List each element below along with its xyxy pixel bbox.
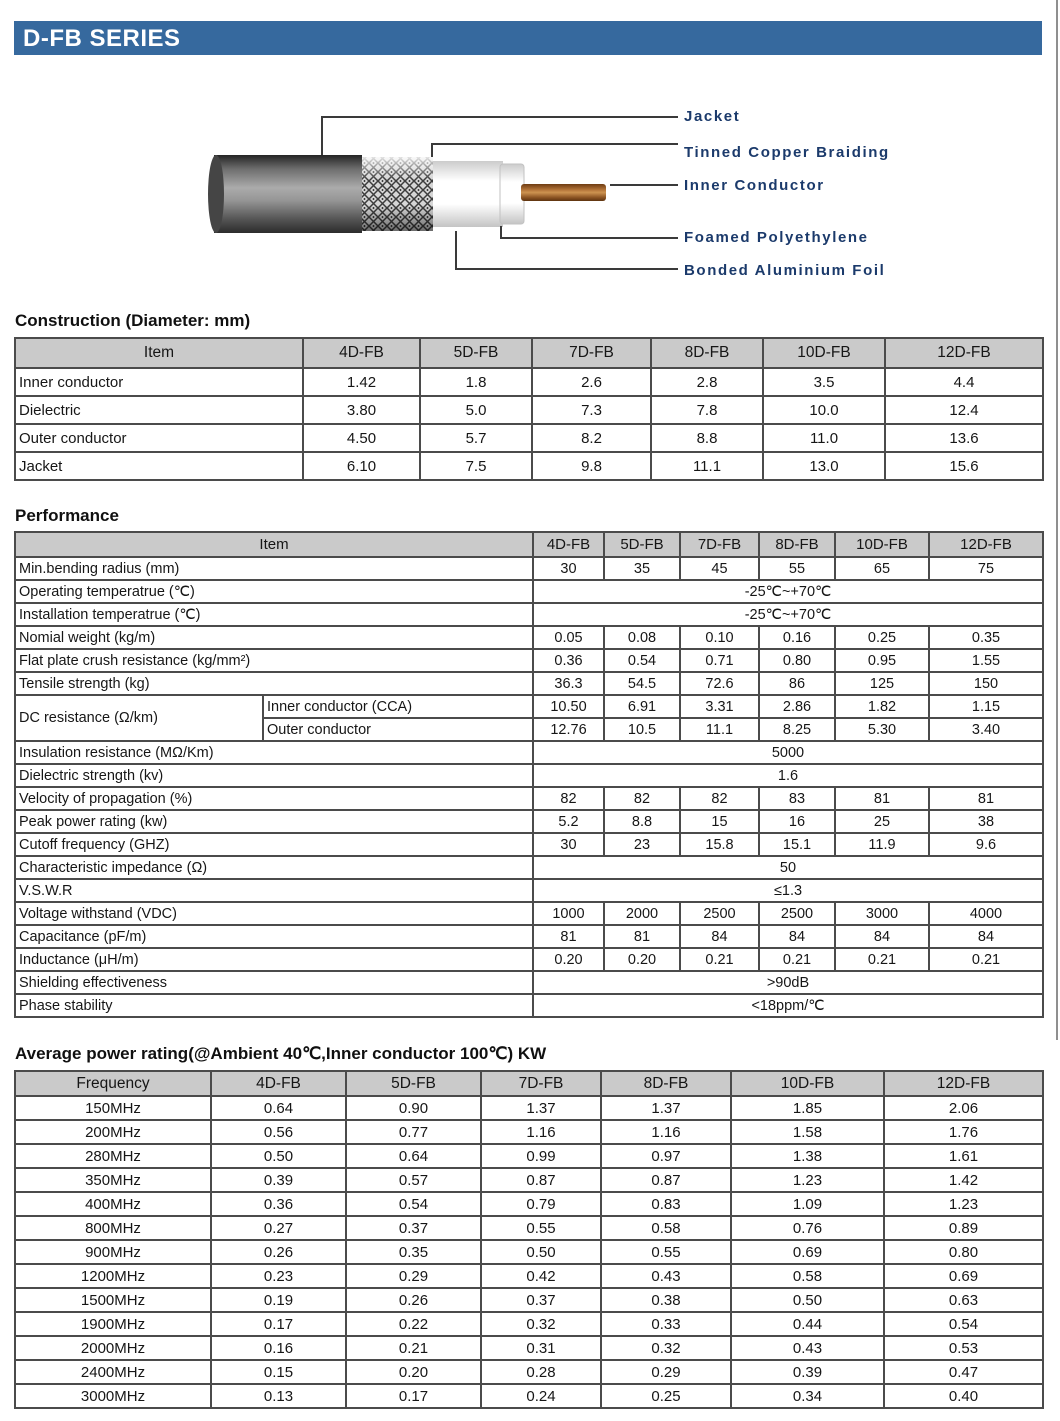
value-cell: 7.5 [420,452,532,480]
value-cell: 0.69 [884,1264,1043,1288]
value-cell: 23 [604,833,680,856]
performance-table [14,531,1044,1018]
value-cell: 13.6 [885,424,1043,452]
value-cell: 0.57 [346,1168,481,1192]
value-cell: 0.21 [346,1336,481,1360]
table-row [15,1288,1043,1312]
table-row [15,396,1043,424]
item-cell: 1500MHz [15,1288,211,1312]
value-cell: 2.8 [651,368,763,396]
value-cell: 7.3 [532,396,651,424]
value-cell: 0.39 [731,1360,884,1384]
value-cell: 75 [929,557,1043,580]
table-row [15,1192,1043,1216]
value-cell: 0.44 [731,1312,884,1336]
value-cell: 35 [604,557,680,580]
value-cell: 0.05 [533,626,604,649]
value-cell: 0.38 [601,1288,731,1312]
item-cell: 800MHz [15,1216,211,1240]
power-rating-table [14,1070,1044,1409]
value-cell: 65 [835,557,929,580]
value-cell: 0.54 [604,649,680,672]
value-cell: 0.90 [346,1096,481,1120]
column-header: 8D-FB [759,532,835,557]
table-row [15,994,1043,1017]
table-row [15,1120,1043,1144]
sub-item-cell: Outer conductor [263,718,533,741]
value-cell: 2500 [759,902,835,925]
value-cell: 81 [835,787,929,810]
value-cell: 16 [759,810,835,833]
span-value-cell: 1.6 [533,764,1043,787]
table-row [15,764,1043,787]
span-value-cell: <18ppm/℃ [533,994,1043,1017]
item-cell: 2400MHz [15,1360,211,1384]
table-row [15,1264,1043,1288]
item-cell: Jacket [15,452,303,480]
column-header: 5D-FB [346,1071,481,1096]
value-cell: 0.87 [601,1168,731,1192]
item-cell: Voltage withstand (VDC) [15,902,533,925]
label-foamed-polyethylene: Foamed Polyethylene [684,229,869,246]
value-cell: 0.16 [759,626,835,649]
value-cell: 0.40 [884,1384,1043,1408]
table-row [15,1336,1043,1360]
value-cell: 8.8 [604,810,680,833]
column-header: 4D-FB [211,1071,346,1096]
value-cell: 11.0 [763,424,885,452]
label-bonded-aluminium-foil: Bonded Aluminium Foil [684,262,886,279]
value-cell: 0.19 [211,1288,346,1312]
value-cell: 11.1 [680,718,759,741]
value-cell: 0.15 [211,1360,346,1384]
value-cell: 0.83 [601,1192,731,1216]
table-row [15,557,1043,580]
value-cell: 1.76 [884,1120,1043,1144]
value-cell: 0.54 [884,1312,1043,1336]
table-row [15,925,1043,948]
item-cell: Nomial weight (kg/m) [15,626,533,649]
table-row [15,971,1043,994]
value-cell: 0.10 [680,626,759,649]
value-cell: 0.23 [211,1264,346,1288]
item-cell: Insulation resistance (MΩ/Km) [15,741,533,764]
value-cell: 1.16 [481,1120,601,1144]
value-cell: 82 [680,787,759,810]
value-cell: 0.58 [731,1264,884,1288]
value-cell: 0.20 [346,1360,481,1384]
value-cell: 30 [533,833,604,856]
value-cell: 0.21 [759,948,835,971]
item-cell: Velocity of propagation (%) [15,787,533,810]
value-cell: 1.61 [884,1144,1043,1168]
column-header: 4D-FB [533,532,604,557]
value-cell: 0.95 [835,649,929,672]
value-cell: 0.50 [211,1144,346,1168]
item-cell: Operating temperatrue (℃) [15,580,533,603]
value-cell: 0.55 [601,1240,731,1264]
value-cell: 15 [680,810,759,833]
value-cell: 0.80 [884,1240,1043,1264]
table-row [15,1240,1043,1264]
performance-title: Performance [15,506,119,525]
column-header: 7D-FB [532,338,651,368]
item-cell: Flat plate crush resistance (kg/mm²) [15,649,533,672]
value-cell: 0.64 [211,1096,346,1120]
table-row [15,452,1043,480]
table-row [15,1144,1043,1168]
value-cell: 0.34 [731,1384,884,1408]
sub-item-cell: Inner conductor (CCA) [263,695,533,718]
item-cell: Outer conductor [15,424,303,452]
value-cell: 3.31 [680,695,759,718]
item-cell: 200MHz [15,1120,211,1144]
table-row [15,879,1043,902]
value-cell: 0.42 [481,1264,601,1288]
value-cell: 2.06 [884,1096,1043,1120]
item-cell: Cutoff frequency (GHZ) [15,833,533,856]
value-cell: 1.42 [303,368,420,396]
value-cell: 11.1 [651,452,763,480]
value-cell: 1.85 [731,1096,884,1120]
table-row [15,649,1043,672]
value-cell: 1.16 [601,1120,731,1144]
header-row [15,532,1043,557]
item-cell: 1900MHz [15,1312,211,1336]
value-cell: 55 [759,557,835,580]
value-cell: 1.15 [929,695,1043,718]
value-cell: 25 [835,810,929,833]
value-cell: 38 [929,810,1043,833]
item-cell: Shielding effectiveness [15,971,533,994]
value-cell: 1.55 [929,649,1043,672]
value-cell: 9.6 [929,833,1043,856]
value-cell: 10.0 [763,396,885,424]
item-cell: V.S.W.R [15,879,533,902]
item-cell: DC resistance (Ω/km) [15,695,263,741]
value-cell: 0.35 [929,626,1043,649]
span-value-cell: >90dB [533,971,1043,994]
table-row [15,1384,1043,1408]
table-row [15,1312,1043,1336]
item-cell: Min.bending radius (mm) [15,557,533,580]
value-cell: 0.89 [884,1216,1043,1240]
value-cell: 3.5 [763,368,885,396]
value-cell: 81 [929,787,1043,810]
value-cell: 0.33 [601,1312,731,1336]
value-cell: 0.47 [884,1360,1043,1384]
column-header: Frequency [15,1071,211,1096]
value-cell: 6.10 [303,452,420,480]
value-cell: 86 [759,672,835,695]
value-cell: 7.8 [651,396,763,424]
value-cell: 0.99 [481,1144,601,1168]
value-cell: 54.5 [604,672,680,695]
item-cell: 350MHz [15,1168,211,1192]
value-cell: 0.50 [731,1288,884,1312]
value-cell: 0.35 [346,1240,481,1264]
table-row [15,833,1043,856]
value-cell: 0.53 [884,1336,1043,1360]
value-cell: 1000 [533,902,604,925]
value-cell: 150 [929,672,1043,695]
label-tinned-copper-braiding: Tinned Copper Braiding [684,144,890,161]
span-value-cell: -25℃~+70℃ [533,603,1043,626]
value-cell: 0.76 [731,1216,884,1240]
value-cell: 0.80 [759,649,835,672]
span-value-cell: -25℃~+70℃ [533,580,1043,603]
value-cell: 8.8 [651,424,763,452]
value-cell: 0.36 [533,649,604,672]
value-cell: 15.8 [680,833,759,856]
table-row [15,1096,1043,1120]
header-row [15,338,1043,368]
value-cell: 3.80 [303,396,420,424]
table-row [15,603,1043,626]
value-cell: 0.97 [601,1144,731,1168]
value-cell: 0.32 [601,1336,731,1360]
value-cell: 10.50 [533,695,604,718]
value-cell: 0.69 [731,1240,884,1264]
value-cell: 4000 [929,902,1043,925]
value-cell: 0.13 [211,1384,346,1408]
column-header: 10D-FB [763,338,885,368]
value-cell: 1.23 [884,1192,1043,1216]
column-header: 8D-FB [651,338,763,368]
column-header: 7D-FB [680,532,759,557]
value-cell: 0.22 [346,1312,481,1336]
table-row [15,787,1043,810]
item-cell: Tensile strength (kg) [15,672,533,695]
item-cell: 400MHz [15,1192,211,1216]
value-cell: 4.4 [885,368,1043,396]
value-cell: 0.37 [346,1216,481,1240]
value-cell: 11.9 [835,833,929,856]
value-cell: 12.76 [533,718,604,741]
value-cell: 0.39 [211,1168,346,1192]
value-cell: 12.4 [885,396,1043,424]
value-cell: 0.08 [604,626,680,649]
column-header: 12D-FB [929,532,1043,557]
value-cell: 0.36 [211,1192,346,1216]
value-cell: 84 [680,925,759,948]
value-cell: 1.23 [731,1168,884,1192]
item-cell: 900MHz [15,1240,211,1264]
column-header: 7D-FB [481,1071,601,1096]
table-row [15,948,1043,971]
item-cell: 3000MHz [15,1384,211,1408]
item-cell: 2000MHz [15,1336,211,1360]
column-header: 10D-FB [835,532,929,557]
value-cell: 5.30 [835,718,929,741]
table-row [15,672,1043,695]
value-cell: 0.79 [481,1192,601,1216]
table-row [15,1360,1043,1384]
value-cell: 0.64 [346,1144,481,1168]
value-cell: 2.86 [759,695,835,718]
value-cell: 8.2 [532,424,651,452]
column-header: 5D-FB [604,532,680,557]
value-cell: 0.16 [211,1336,346,1360]
table-row [15,902,1043,925]
value-cell: 0.54 [346,1192,481,1216]
value-cell: 5.2 [533,810,604,833]
value-cell: 1.82 [835,695,929,718]
item-cell: 280MHz [15,1144,211,1168]
value-cell: 30 [533,557,604,580]
value-cell: 1.58 [731,1120,884,1144]
value-cell: 0.29 [346,1264,481,1288]
foil-foam-shape [433,161,524,227]
value-cell: 72.6 [680,672,759,695]
value-cell: 0.31 [481,1336,601,1360]
column-header: 4D-FB [303,338,420,368]
value-cell: 0.17 [211,1312,346,1336]
value-cell: 0.20 [533,948,604,971]
value-cell: 0.27 [211,1216,346,1240]
value-cell: 0.26 [211,1240,346,1264]
item-cell: Characteristic impedance (Ω) [15,856,533,879]
table-row [15,1168,1043,1192]
value-cell: 13.0 [763,452,885,480]
cable-diagram [0,55,1060,305]
column-header: Item [15,532,533,557]
column-header: 12D-FB [884,1071,1043,1096]
value-cell: 2500 [680,902,759,925]
power-rating-title: Average power rating(@Ambient 40℃,Inner conductor 100℃) KW [15,1044,547,1063]
value-cell: 1.8 [420,368,532,396]
table-row [15,695,1043,718]
value-cell: 0.26 [346,1288,481,1312]
value-cell: 1.37 [601,1096,731,1120]
value-cell: 84 [759,925,835,948]
item-cell: Dielectric strength (kv) [15,764,533,787]
value-cell: 0.25 [835,626,929,649]
span-value-cell: 50 [533,856,1043,879]
value-cell: 9.8 [532,452,651,480]
table-row [15,580,1043,603]
table-row [15,856,1043,879]
table-row [15,810,1043,833]
construction-table [14,337,1044,481]
value-cell: 45 [680,557,759,580]
value-cell: 0.32 [481,1312,601,1336]
value-cell: 6.91 [604,695,680,718]
value-cell: 84 [929,925,1043,948]
table-row [15,424,1043,452]
value-cell: 0.28 [481,1360,601,1384]
item-cell: Capacitance (pF/m) [15,925,533,948]
value-cell: 1.42 [884,1168,1043,1192]
value-cell: 0.77 [346,1120,481,1144]
table-row [15,626,1043,649]
item-cell: Phase stability [15,994,533,1017]
column-header: 10D-FB [731,1071,884,1096]
table-row [15,368,1043,396]
value-cell: 83 [759,787,835,810]
value-cell: 1.37 [481,1096,601,1120]
span-value-cell: ≤1.3 [533,879,1043,902]
value-cell: 82 [533,787,604,810]
item-cell: Peak power rating (kw) [15,810,533,833]
table-row [15,741,1043,764]
header-row [15,1071,1043,1096]
value-cell: 0.43 [731,1336,884,1360]
value-cell: 0.17 [346,1384,481,1408]
value-cell: 84 [835,925,929,948]
label-jacket: Jacket [684,108,741,125]
value-cell: 10.5 [604,718,680,741]
value-cell: 0.58 [601,1216,731,1240]
inner-conductor-shape [521,184,606,201]
jacket-shape [208,155,362,233]
value-cell: 0.29 [601,1360,731,1384]
value-cell: 5.7 [420,424,532,452]
item-cell: Inductance (μH/m) [15,948,533,971]
value-cell: 0.63 [884,1288,1043,1312]
value-cell: 0.56 [211,1120,346,1144]
value-cell: 4.50 [303,424,420,452]
value-cell: 1.09 [731,1192,884,1216]
item-cell: Dielectric [15,396,303,424]
value-cell: 2000 [604,902,680,925]
value-cell: 0.50 [481,1240,601,1264]
value-cell: 0.37 [481,1288,601,1312]
value-cell: 81 [604,925,680,948]
value-cell: 3000 [835,902,929,925]
value-cell: 81 [533,925,604,948]
value-cell: 0.55 [481,1216,601,1240]
value-cell: 3.40 [929,718,1043,741]
label-inner-conductor: Inner Conductor [684,177,825,194]
value-cell: 0.21 [929,948,1043,971]
value-cell: 0.20 [604,948,680,971]
value-cell: 0.87 [481,1168,601,1192]
column-header: 12D-FB [885,338,1043,368]
item-cell: 1200MHz [15,1264,211,1288]
column-header: 8D-FB [601,1071,731,1096]
value-cell: 0.71 [680,649,759,672]
item-cell: Installation temperatrue (℃) [15,603,533,626]
column-header: Item [15,338,303,368]
item-cell: Inner conductor [15,368,303,396]
braiding-shape [362,157,433,231]
value-cell: 15.1 [759,833,835,856]
value-cell: 0.43 [601,1264,731,1288]
value-cell: 82 [604,787,680,810]
value-cell: 0.21 [835,948,929,971]
value-cell: 2.6 [532,368,651,396]
value-cell: 15.6 [885,452,1043,480]
value-cell: 8.25 [759,718,835,741]
value-cell: 1.38 [731,1144,884,1168]
span-value-cell: 5000 [533,741,1043,764]
series-title-bar [14,21,1042,55]
column-header: 5D-FB [420,338,532,368]
value-cell: 5.0 [420,396,532,424]
construction-title: Construction (Diameter: mm) [15,311,251,330]
table-row [15,1216,1043,1240]
value-cell: 36.3 [533,672,604,695]
value-cell: 0.21 [680,948,759,971]
item-cell: 150MHz [15,1096,211,1120]
series-title: D-FB SERIES [23,25,181,52]
value-cell: 0.24 [481,1384,601,1408]
value-cell: 125 [835,672,929,695]
value-cell: 0.25 [601,1384,731,1408]
